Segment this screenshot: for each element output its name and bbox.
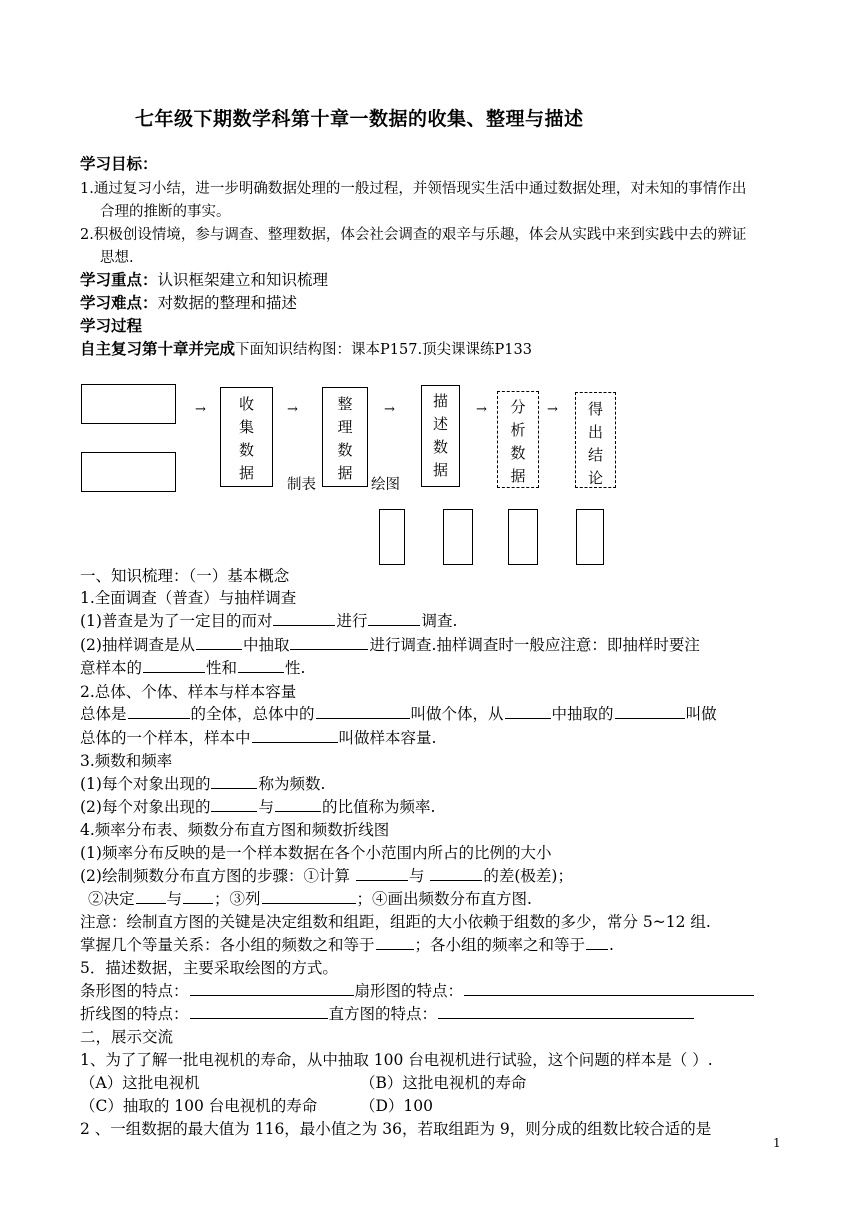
frequency-rate-line: (2)每个对象出现的 与 的比值称为频率. (80, 795, 435, 817)
q1-option-a: （A）这批电视机 (80, 1074, 200, 1092)
review-line (80, 337, 532, 359)
blank[interactable] (368, 610, 420, 627)
analyze-data-label: 分 析 数 据 (510, 398, 526, 485)
line-histogram-features-line: 折线图的特点： 直方图的特点： (80, 1002, 695, 1024)
blank[interactable] (196, 634, 242, 651)
blank[interactable] (136, 888, 166, 905)
chart-type-box-1 (379, 509, 405, 565)
topic5-heading: 5．描述数据，主要采取绘图的方式。 (80, 959, 338, 977)
section2-heading: 二，展示交流 (80, 1028, 174, 1046)
histogram-steps-line-2: ②决定 与 ；③列 ；④画出频数分布直方图. (88, 887, 532, 909)
collect-data-label: 收 集 数 据 (238, 395, 254, 482)
blank[interactable] (438, 1003, 694, 1020)
arrow-1: → (195, 402, 206, 417)
difficulty-line (80, 291, 297, 313)
blank[interactable] (356, 865, 408, 882)
goal-2-line-1: 2.积极创设情境，参与调查、整理数据，体会社会调查的艰辛与乐趣，体会从实践中来到实践中去的辨证 (80, 227, 747, 243)
blank[interactable] (464, 980, 754, 997)
arrow-2: → (287, 402, 298, 417)
focus-text: 认识框架建立和知识梳理 (157, 271, 329, 289)
blank[interactable] (143, 657, 205, 674)
section1-heading: 一、知识梳理：（一）基本概念 (80, 567, 290, 585)
difficulty-text: 对数据的整理和描述 (157, 294, 298, 312)
review-rest: 下面知识结构图：课本P157.顶尖课课练P133 (235, 342, 532, 358)
make-table-label: 制表 (287, 477, 316, 493)
topic3-heading: 3.频数和频率 (80, 752, 173, 770)
blank[interactable] (211, 773, 257, 790)
blank[interactable] (183, 888, 213, 905)
blank[interactable] (586, 934, 608, 951)
blank[interactable] (262, 888, 356, 905)
goal-1-line-1: 1.通过复习小结，进一步明确数据处理的一般过程，并领悟现实生活中通过数据处理，对未知的事情作出 (80, 181, 747, 197)
process-heading: 学习过程 (80, 316, 143, 335)
blank[interactable] (273, 610, 335, 627)
topic4-heading: 4.频率分布表、频数分布直方图和频数折线图 (80, 821, 390, 839)
population-line-2: 总体的一个样本，样本中 叫做样本容量. (80, 726, 436, 748)
relations-line: 掌握几个等量关系：各小组的频数之和等于 ；各小组的频率之和等于 . (80, 933, 614, 955)
focus-label: 学习重点： (80, 270, 158, 289)
focus-line (80, 268, 328, 290)
page-number: 1 (773, 1136, 781, 1150)
blank[interactable] (615, 703, 685, 720)
goal-2-line-2: 思想. (100, 250, 134, 266)
q1-option-c: （C）抽取的 100 台电视机的寿命 (80, 1097, 318, 1115)
blank[interactable] (505, 703, 551, 720)
goals-heading: 学习目标： (80, 154, 158, 173)
arrow-3: → (384, 402, 395, 417)
blank[interactable] (190, 1003, 328, 1020)
blank[interactable] (128, 703, 190, 720)
bar-pie-features-line: 条形图的特点： 扇形图的特点： (80, 979, 755, 1001)
blank[interactable] (238, 657, 284, 674)
population-line-1: 总体是 的全体，总体中的 叫做个体，从 中抽取的 叫做 (80, 702, 717, 724)
describe-data-label: 描 述 数 据 (432, 392, 448, 479)
arrow-4: → (476, 402, 487, 417)
histogram-steps-line-1: (2)绘制频数分布直方图的步骤：①计算 与 的差(极差)； (80, 864, 573, 886)
q1-option-b: （B）这批电视机的寿命 (360, 1074, 527, 1092)
q1-option-d: （D）100 (360, 1097, 434, 1115)
question-2: 2 、一组数据的最大值为 116，最小值之为 36，若取组距为 9，则分成的组数比较合适的是 (80, 1120, 712, 1138)
blank[interactable] (211, 796, 257, 813)
organize-data-label: 整 理 数 据 (337, 395, 353, 482)
chart-type-box-3 (508, 509, 538, 565)
census-line: (1)普查是为了一定目的而对 进行 调查. (80, 609, 457, 631)
sampling-line-1: (2)抽样调查是从 中抽取 进行调查.抽样调查时一般应注意：即抽样时要注 (80, 633, 700, 655)
blank-box-top (81, 384, 176, 424)
draw-chart-label: 绘图 (370, 473, 401, 494)
blank[interactable] (275, 796, 321, 813)
distribution-line: (1)频率分布反映的是一个样本数据在各个小范围内所占的比例的大小 (80, 844, 552, 862)
blank[interactable] (290, 634, 368, 651)
arrow-5: → (547, 402, 558, 417)
blank[interactable] (430, 865, 482, 882)
blank[interactable] (252, 727, 338, 744)
goal-1-line-2: 合理的推断的事实。 (100, 204, 231, 220)
review-bold: 自主复习第十章并完成 (80, 339, 236, 358)
blank-box-bottom (81, 452, 176, 492)
chart-type-box-2 (443, 509, 473, 565)
chart-type-box-4 (576, 509, 604, 565)
blank[interactable] (316, 703, 410, 720)
blank[interactable] (376, 934, 414, 951)
difficulty-label: 学习难点： (80, 293, 158, 312)
blank[interactable] (190, 980, 354, 997)
topic1-heading: 1.全面调查（普查）与抽样调查 (80, 589, 297, 607)
document-title: 七年级下期数学科第十章一数据的收集、整理与描述 (135, 108, 584, 130)
frequency-count-line: (1)每个对象出现的 称为频数. (80, 772, 325, 794)
sampling-line-2: 意样本的 性和 性. (80, 656, 305, 678)
conclusion-label: 得 出 结 论 (587, 400, 603, 484)
note-line: 注意：绘制直方图的关键是决定组数和组距，组距的大小依赖于组数的多少，常分 5~12 组. (80, 913, 711, 931)
topic2-heading: 2.总体、个体、样本与样本容量 (80, 683, 297, 701)
question-1: 1、为了了解一批电视机的寿命，从中抽取 100 台电视机进行试验，这个问题的样本是（ ）. (80, 1051, 713, 1069)
